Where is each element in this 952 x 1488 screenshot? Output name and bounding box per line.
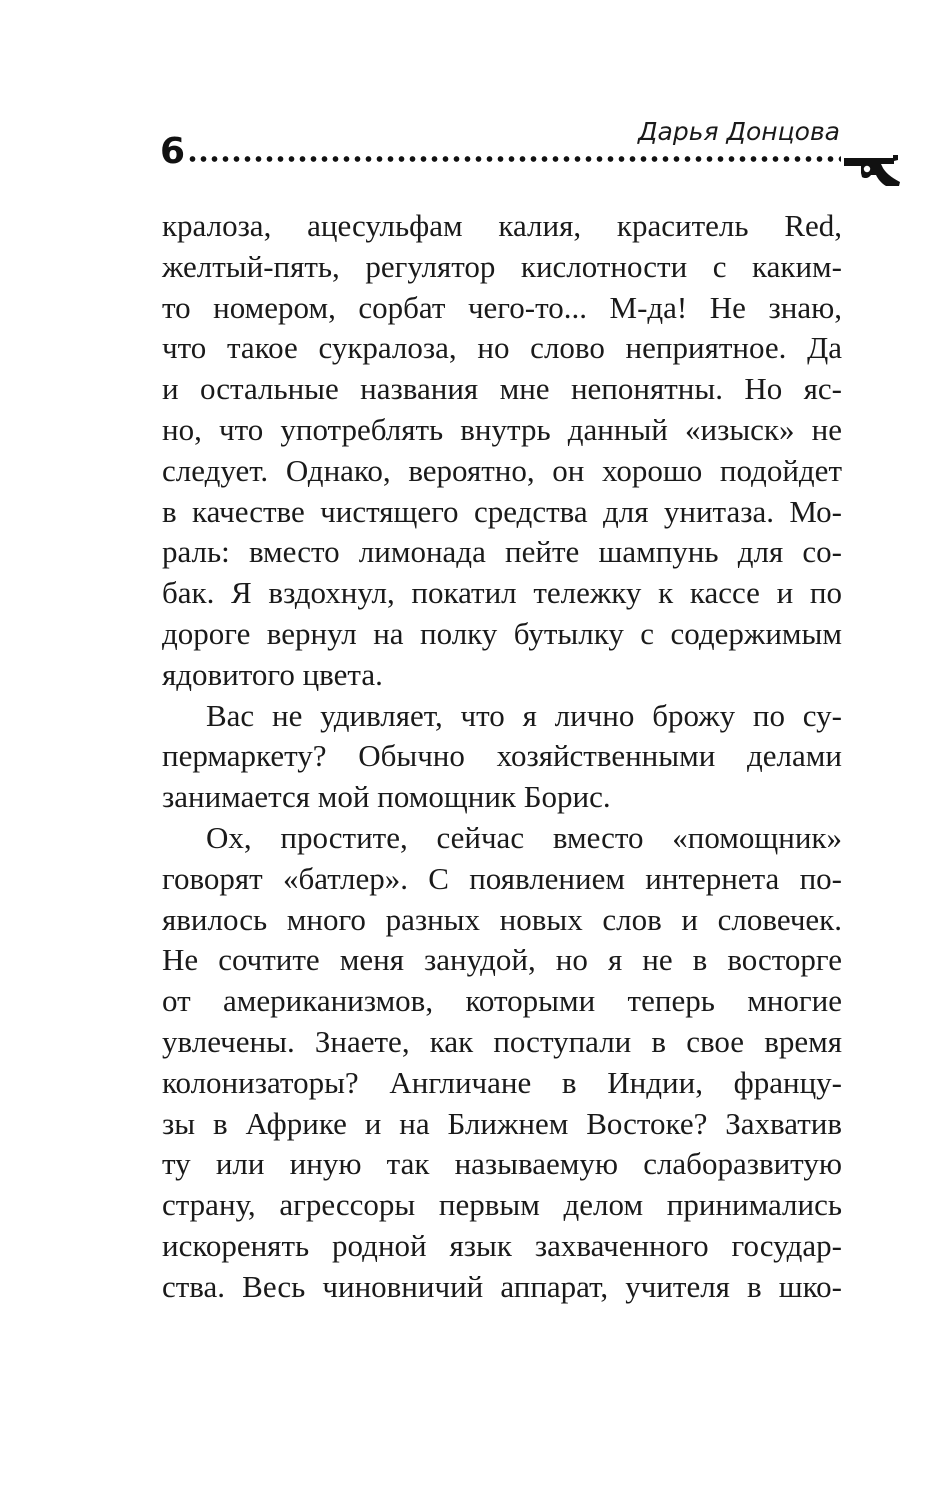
text-line: и остальные названия мне непонятны. Но яс- <box>162 371 842 407</box>
text-line: ту или иную так называемую слаборазвитую <box>162 1146 842 1182</box>
text-line: раль: вместо лимонада пейте шампунь для со- <box>162 534 842 570</box>
text-line: что такое сукралоза, но слово неприятное. Да <box>162 330 842 366</box>
text-line: Ох, простите, сейчас вместо «помощник» <box>206 819 842 855</box>
author-name: Дарья Донцова <box>638 117 840 146</box>
text-line: кралоза, ацесульфам калия, краситель Red, <box>162 208 842 243</box>
text-line: колонизаторы? Англичане в Индии, францу- <box>162 1064 842 1100</box>
text-line: в качестве чистящего средства для унитаза. Мо- <box>162 493 842 529</box>
text-line: страну, агрессоры первым делом принимались <box>162 1187 842 1223</box>
text-line: Вас не удивляет, что я лично брожу по су- <box>206 697 842 733</box>
text-line: ядовитого цвета. <box>162 656 383 692</box>
text-line: желтый-пять, регулятор кислотности с каким- <box>162 248 842 284</box>
text-line: но, что употреблять внутрь данный «изыск» не <box>162 411 842 447</box>
text-line: искоренять родной язык захваченного государ- <box>162 1227 842 1263</box>
revolver-icon <box>843 153 901 187</box>
dotted-leader <box>187 154 841 164</box>
text-line: явилось много разных новых слов и словечек. <box>162 901 842 937</box>
text-line: бак. Я вздохнул, покатил тележку к кассе и по <box>162 575 842 611</box>
text-line: зы в Африке и на Ближнем Востоке? Захватив <box>162 1105 842 1141</box>
text-line: занимается мой помощник Борис. <box>162 779 611 815</box>
text-line: то номером, сорбат чего-то... М-да! Не знаю, <box>162 289 842 325</box>
text-line: говорят «батлер». С появлением интернета по- <box>162 860 842 896</box>
text-line: дороге вернул на полку бутылку с содержимым <box>162 615 842 651</box>
text-line: от американизмов, которыми теперь многие <box>162 983 842 1019</box>
running-header <box>0 0 952 200</box>
text-line: Не сочтите меня занудой, но я не в восторге <box>162 942 842 978</box>
page-number: 6 <box>160 131 186 172</box>
text-line: увлечены. Знаете, как поступали в свое время <box>162 1023 842 1059</box>
text-line: ства. Весь чиновничий аппарат, учителя в шко- <box>162 1268 842 1304</box>
text-line: пермаркету? Обычно хозяйственными делами <box>162 738 842 774</box>
page-body <box>162 206 842 1308</box>
text-line: следует. Однако, вероятно, он хорошо подойдет <box>162 452 842 488</box>
